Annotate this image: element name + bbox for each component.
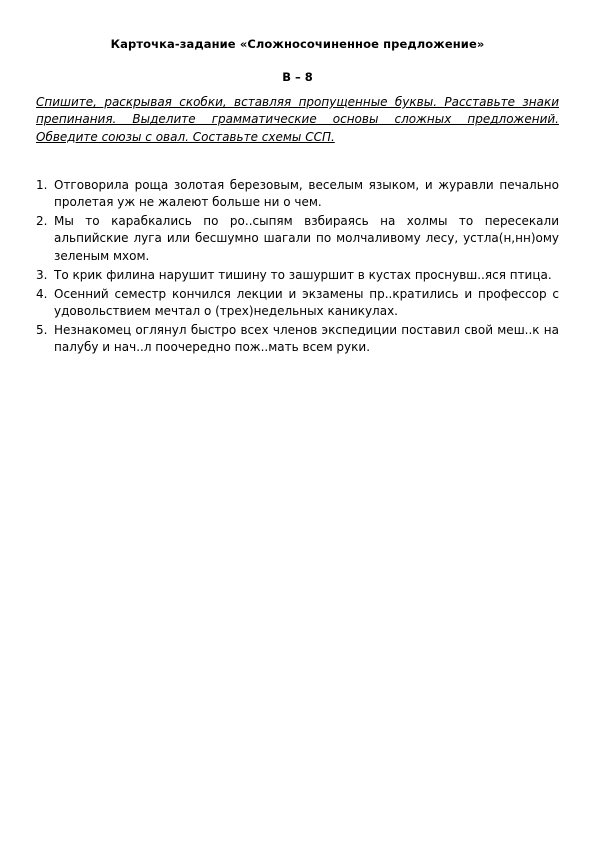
document-title: Карточка-задание «Сложносочиненное предложение» bbox=[110, 37, 485, 51]
task-number: 3. bbox=[36, 267, 48, 282]
task-item-5 bbox=[36, 322, 559, 357]
task-item-3 bbox=[36, 267, 559, 284]
task-instruction: Спишите, раскрывая скобки, вставляя пропущенные буквы. Расставьте знаки препинания. Выделите грамматические основы сложных предложений. Обведите союзы с овал. Составьте схемы ССП. bbox=[36, 95, 559, 144]
task-text: Отговорила роща золотая березовым, веселым языком, и журавли печально пролетая уж не жалеют больше ни о чем. bbox=[54, 178, 559, 210]
task-number: 1. bbox=[36, 178, 48, 192]
task-text: Мы то карабкались по ро..сыпям взбираясь на холмы то пересекали альпийские луга или бесшумно шагали по молчаливому лесу, устла(н,нн)ому зеленым мхом. bbox=[54, 214, 559, 263]
variant-label: В – 8 bbox=[282, 70, 313, 84]
task-number: 4. bbox=[36, 286, 48, 301]
task-item-1 bbox=[36, 177, 559, 212]
task-text: То крик филина нарушит тишину то зашуршит в кустах проснувш..яся птица. bbox=[54, 267, 552, 282]
task-item-2 bbox=[36, 213, 559, 265]
task-text: Незнакомец оглянул быстро всех членов экспедиции поставил свой меш..к на палубу и нач..л поочередно пож..мать всем руки. bbox=[54, 322, 559, 355]
task-number: 5. bbox=[36, 322, 48, 337]
task-number: 2. bbox=[36, 214, 48, 229]
task-list bbox=[36, 177, 559, 358]
task-text: Осенний семестр кончился лекции и экзамены пр..кратились и профессор с удовольствием мечтал о (трех)недельных каникулах. bbox=[54, 286, 559, 318]
task-item-4 bbox=[36, 286, 559, 321]
